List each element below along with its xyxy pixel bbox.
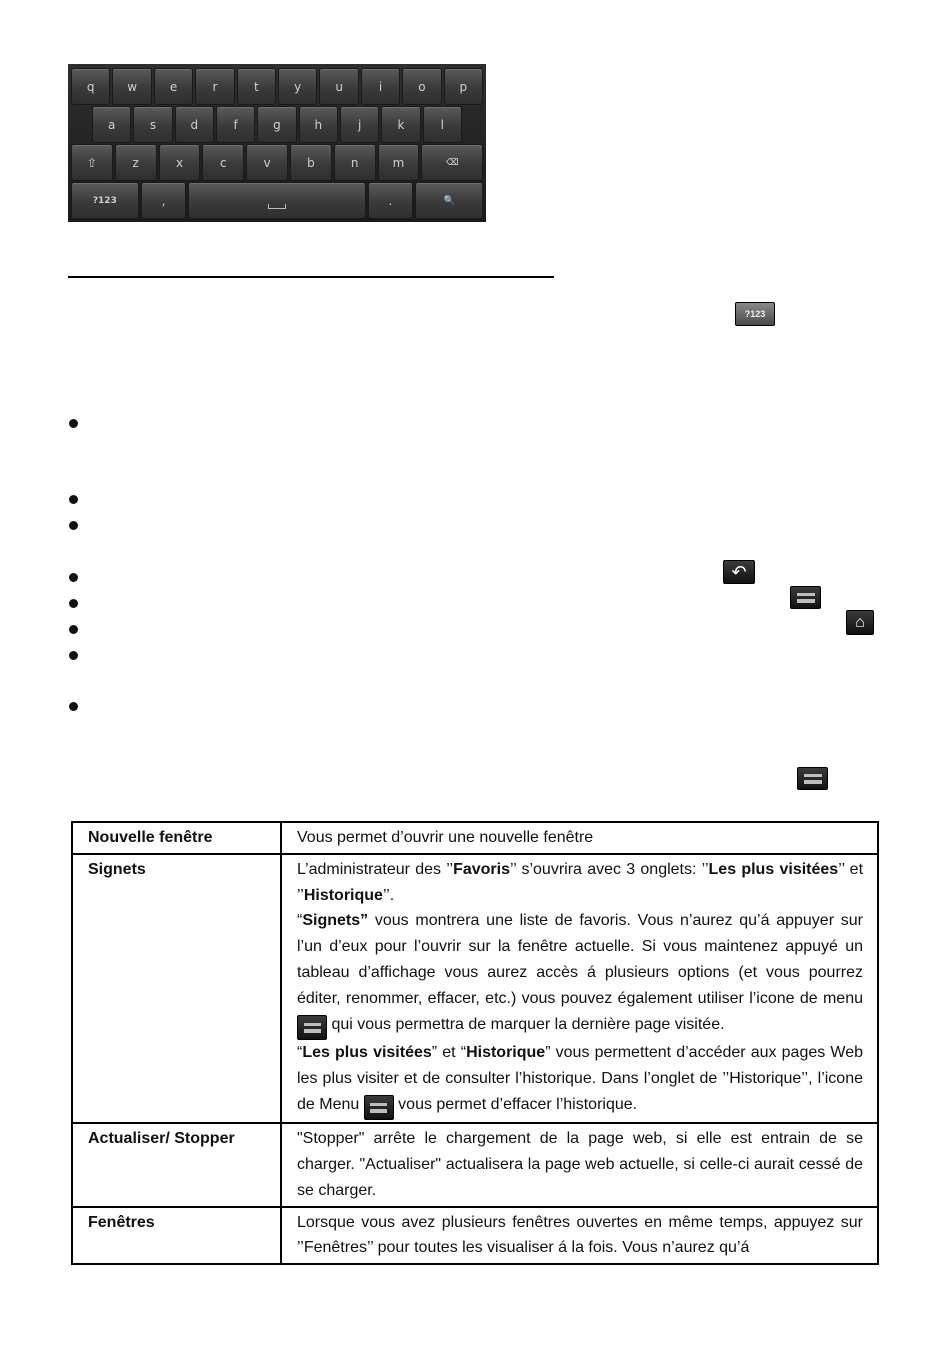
key-s: s [133, 106, 172, 143]
text-span: vous permet d’effacer l’historique. [393, 1095, 638, 1113]
key-i: i [361, 68, 400, 105]
key-h: h [299, 106, 338, 143]
keyboard-row-1 [70, 68, 484, 105]
numeric-key-icon: ?123 [735, 302, 775, 326]
bold-text: Signets” [302, 912, 369, 930]
row-label: Signets [72, 854, 281, 1123]
key-m: m [378, 144, 420, 181]
signets-paragraph-2 [297, 908, 863, 1040]
row-description: Vous permet d’ouvrir une nouvelle fenêtre [281, 822, 878, 854]
key-x: x [159, 144, 201, 181]
key-t: t [237, 68, 276, 105]
row-label: Fenêtres [72, 1207, 281, 1265]
text-span: vous montrera une liste de favoris. Vous n’aurez qu’á appuyer sur l’un d’eux pour l’ouvrir sur la fenêtre actuelle. Si vous maintenez appuyé un tableau d’affichage vous aurez accès á plusieurs options (et vous pourrez éditer, renommer, effacer, etc.) vous pouvez également utiliser l’icone de menu [297, 912, 863, 1007]
row-description: "Stopper" arrête le chargement de la page web, si elle est entrain de se charger. "Actualiser" actualisera la page web actuelle, si celle-ci aurait cessé de se charger. [281, 1123, 878, 1206]
key-n: n [334, 144, 376, 181]
menu-icon [364, 1095, 394, 1120]
key-comma: , [141, 182, 187, 219]
keyboard-row-2 [70, 106, 484, 143]
row-description [281, 854, 878, 1123]
key-w: w [112, 68, 151, 105]
key-k: k [381, 106, 420, 143]
menu-icon [797, 767, 828, 790]
bold-text: Les plus visitées [302, 1044, 432, 1062]
text-span: L’administrateur des ’’ [297, 860, 454, 878]
bullet-dot [69, 573, 78, 582]
bold-text: Favoris [453, 860, 510, 878]
bullet-dot [69, 599, 78, 608]
key-d: d [175, 106, 214, 143]
bold-text: Les plus visitées [708, 860, 839, 878]
section-divider [68, 276, 554, 278]
bullet-dot [69, 495, 78, 504]
table-row [72, 1207, 878, 1265]
bold-text: Historique [466, 1044, 546, 1062]
key-e: e [154, 68, 193, 105]
key-p: p [444, 68, 483, 105]
key-y: y [278, 68, 317, 105]
search-key-icon: 🔍 [415, 182, 483, 219]
signets-paragraph-3 [297, 1040, 863, 1120]
bullet-dot [69, 419, 78, 428]
key-o: o [402, 68, 441, 105]
key-v: v [246, 144, 288, 181]
key-period: . [368, 182, 414, 219]
delete-key-icon: ⌫ [421, 144, 483, 181]
table-row [72, 854, 878, 1123]
signets-paragraph-1 [297, 857, 863, 909]
key-a: a [92, 106, 131, 143]
text-span: ’’. [382, 886, 395, 904]
browser-menu-table [71, 821, 879, 1265]
key-f: f [216, 106, 255, 143]
bold-text: Historique [303, 886, 383, 904]
key-numeric: ?123 [71, 182, 139, 219]
table-row [72, 822, 878, 854]
key-g: g [257, 106, 296, 143]
keyboard-row-3 [70, 144, 484, 181]
key-q: q [71, 68, 110, 105]
row-label: Nouvelle fenêtre [72, 822, 281, 854]
key-space [188, 182, 365, 219]
text-span: “ [297, 1044, 303, 1062]
home-icon: ⌂ [846, 610, 874, 635]
text-span: ” et “ [431, 1044, 467, 1062]
text-span: qui vous permettra de marquer la dernière page visitée. [327, 1015, 725, 1033]
bullet-dot [69, 521, 78, 530]
bullet-dot [69, 702, 78, 711]
bullet-dot [69, 651, 78, 660]
keyboard-image [68, 64, 486, 222]
row-description: Lorsque vous avez plusieurs fenêtres ouvertes en même temps, appuyez sur ’’Fenêtres’’ pour toutes les visualiser á la fois. Vous n’aurez qu’á [281, 1207, 878, 1265]
shift-key-icon: ⇧ [71, 144, 113, 181]
text-span: ” vous permettent d’accéder aux pages Web les plus visiter et de consulter l’historique. Dans l’onglet de ’’Historique’’, l’icone de Menu [297, 1044, 864, 1113]
key-j: j [340, 106, 379, 143]
back-arrow-icon: ↶ [723, 560, 755, 584]
table-row [72, 1123, 878, 1206]
text-span: ’’ et ’’ [297, 860, 864, 904]
key-z: z [115, 144, 157, 181]
key-r: r [195, 68, 234, 105]
menu-icon [297, 1015, 327, 1040]
key-b: b [290, 144, 332, 181]
keyboard-row-4 [70, 182, 484, 219]
key-l: l [423, 106, 462, 143]
text-span: ’’ s’ouvrira avec 3 onglets: ’’ [510, 860, 709, 878]
key-u: u [319, 68, 358, 105]
text-span: “ [297, 912, 303, 930]
bullet-dot [69, 625, 78, 634]
key-c: c [202, 144, 244, 181]
menu-icon [790, 586, 821, 609]
row-label: Actualiser/ Stopper [72, 1123, 281, 1206]
